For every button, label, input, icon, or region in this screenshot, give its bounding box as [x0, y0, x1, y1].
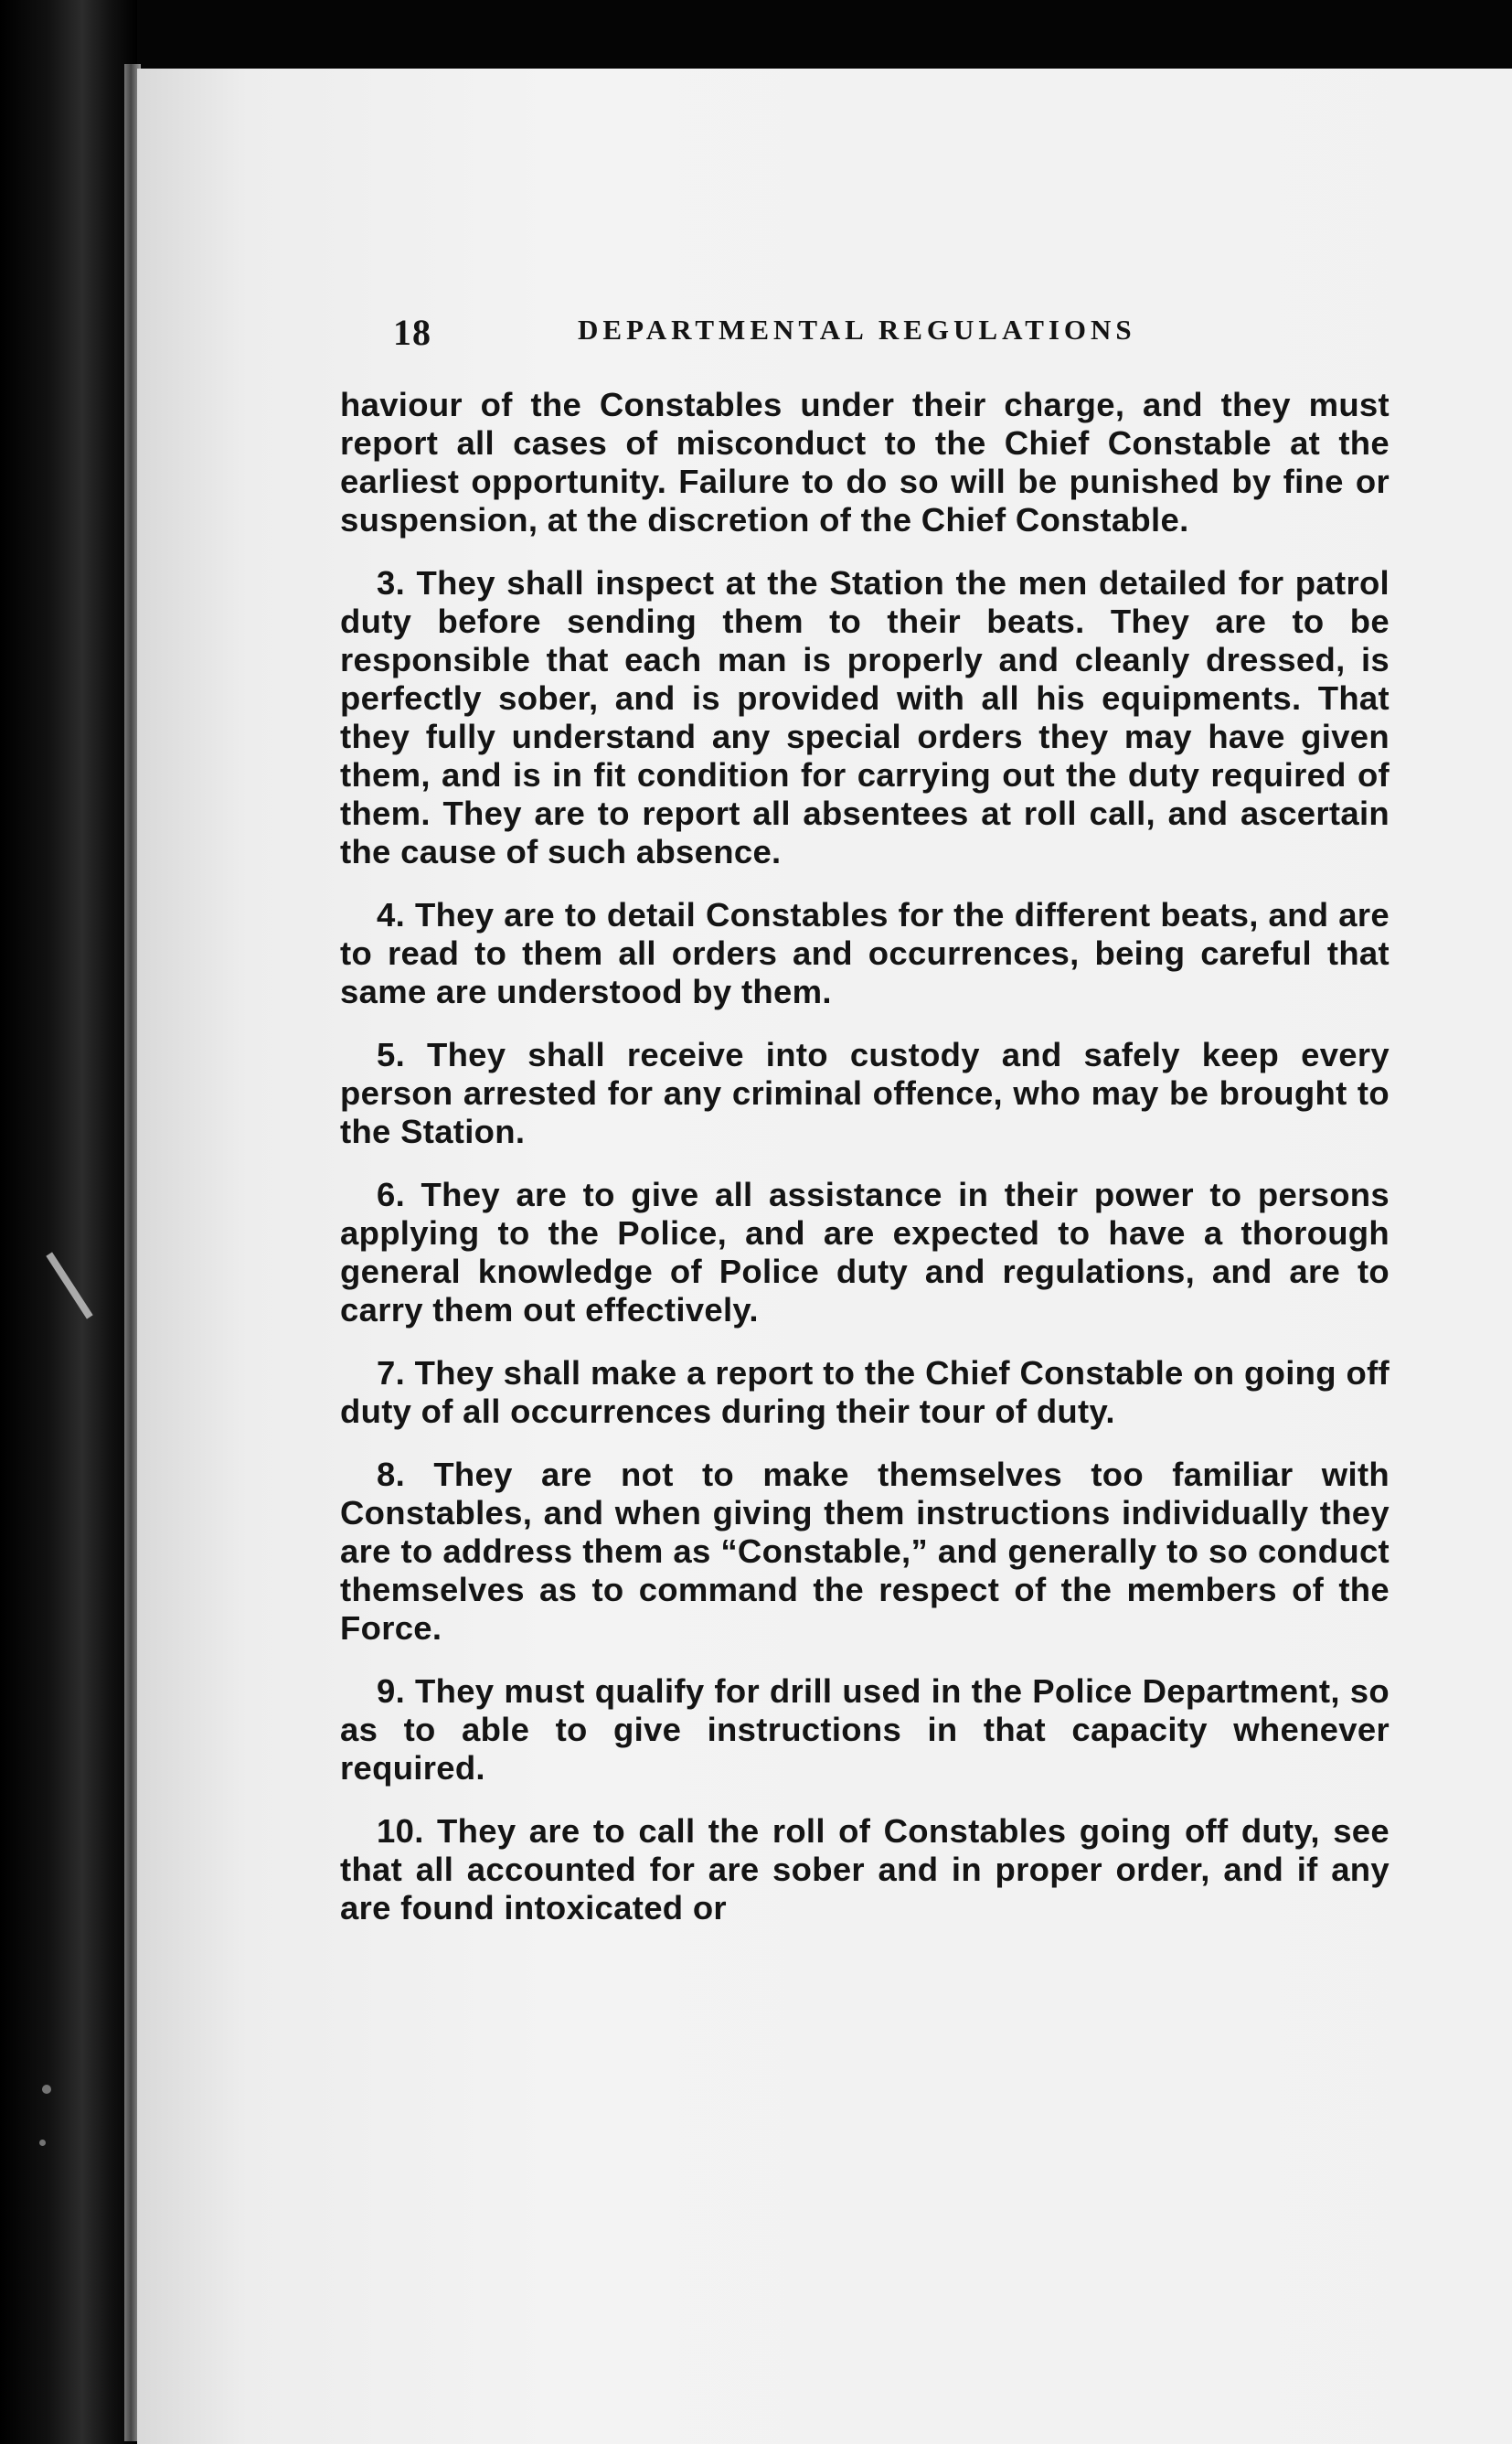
page-header [340, 311, 1390, 379]
page-number: 18 [393, 312, 431, 353]
regulation-9: 9. They must qualify for drill used in the Police Department, so as to able to give instructions in that capacity whenever required. [340, 1672, 1390, 1787]
regulation-8: 8. They are not to make themselves too familiar with Constables, and when giving them instructions individually they are to address them as “Constable,” and generally to so conduct themselves as to command the respect of the members of the Force. [340, 1456, 1390, 1647]
regulation-5: 5. They shall receive into custody and safely keep every person arrested for any criminal offence, who may be brought to the Station. [340, 1036, 1390, 1150]
regulation-3: 3. They shall inspect at the Station the men detailed for patrol duty before sending them to their beats. They are to be responsible that each man is properly and cleanly dressed, is perfectly sober, and is provided with all his equipments. That they fully understand any special orders they may have given them, and is in fit condition for carrying out the duty required of them. They are to report all absentees at roll call, and ascertain the cause of such absence. [340, 564, 1390, 870]
page-content [340, 311, 1390, 1952]
scan-left-margin [0, 0, 137, 2444]
scan-speck [39, 2140, 46, 2146]
paragraph-continuation: haviour of the Constables under their charge, and they must report all cases of misconduct to the Chief Constable at the earliest opportunity. Failure to do so will be punished by fine or suspension, at the discretion of the Chief Constable. [340, 386, 1390, 539]
running-head: DEPARTMENTAL REGULATIONS [578, 314, 1136, 346]
regulation-7: 7. They shall make a report to the Chief Constable on going off duty of all occurrences during their tour of duty. [340, 1354, 1390, 1430]
regulation-6: 6. They are to give all assistance in their power to persons applying to the Police, and are expected to have a thorough general knowledge of Police duty and regulations, and are to carry them out effectively. [340, 1176, 1390, 1329]
scan-speck [42, 2085, 51, 2094]
regulation-4: 4. They are to detail Constables for the different beats, and are to read to them all orders and occurrences, being careful that same are understood by them. [340, 896, 1390, 1010]
regulation-10: 10. They are to call the roll of Constables going off duty, see that all accounted for are sober and in proper order, and if any are found intoxicated or [340, 1812, 1390, 1926]
